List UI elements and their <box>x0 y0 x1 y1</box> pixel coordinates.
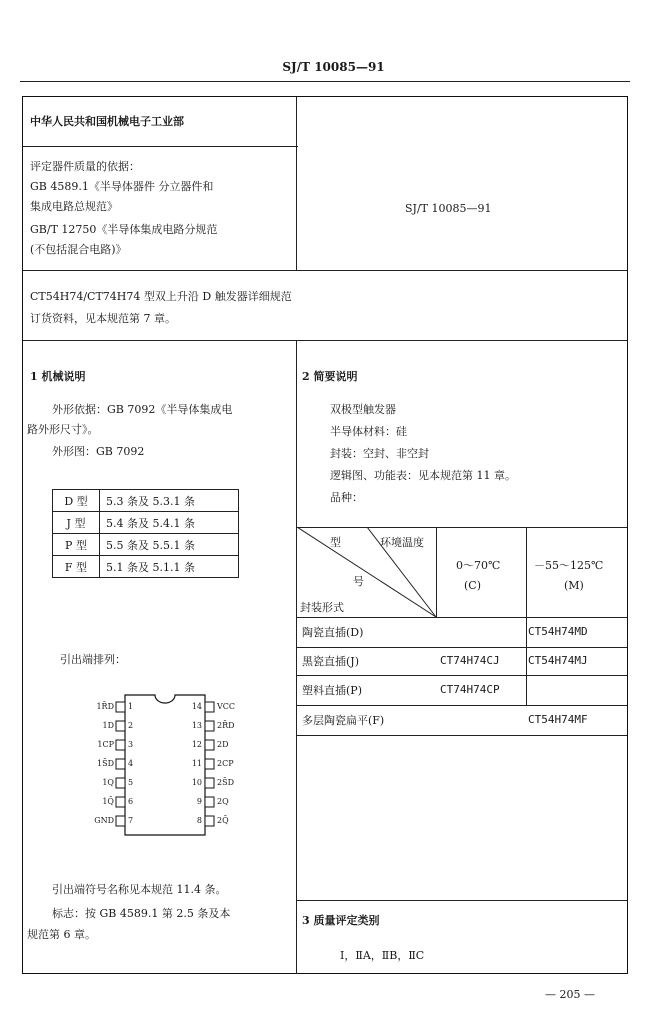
pin-number-right: 12 <box>191 740 202 749</box>
pin-number-left: 4 <box>128 759 134 768</box>
clause-cell: 5.3 条及 5.3.1 条 <box>100 490 239 512</box>
doc-number-box: SJ/T 10085—91 <box>405 202 492 215</box>
right-pins <box>205 702 214 826</box>
column-divider <box>296 340 297 974</box>
pin-number-right: 11 <box>191 759 202 768</box>
desc-line-4: 逻辑图、功能表：见本规范第 11 章。 <box>330 469 516 482</box>
pin-label-left: 1D <box>102 721 114 730</box>
title-row-divider <box>23 340 627 341</box>
pin-pad-left <box>116 797 125 807</box>
pin-label-left: 1R̄D <box>96 702 114 711</box>
type-cell: P 型 <box>53 534 100 556</box>
package-type-table <box>52 489 239 578</box>
pin-label-left: 1Q̄ <box>102 797 114 806</box>
pin-label-left: GND <box>94 816 114 825</box>
page-number: — 205 — <box>545 988 595 1001</box>
variety-row-divider <box>297 675 627 676</box>
table-row <box>53 512 239 534</box>
pin-label-left: 1Q <box>102 778 114 787</box>
pin-number-left: 1 <box>128 702 134 711</box>
header-rule <box>20 81 630 82</box>
table-row <box>53 556 239 578</box>
section2-heading: 2 简要说明 <box>302 370 358 383</box>
pin-pad-right <box>205 816 214 826</box>
row-m-model: CT54H74MJ <box>528 654 588 667</box>
row-c-model: CT74H74CP <box>440 683 500 696</box>
pin-pad-right <box>205 702 214 712</box>
pin-number-right: 14 <box>191 702 202 711</box>
spec-title: CT54H74/CT74H74 型双上升沿 D 触发器详细规范 <box>30 290 292 303</box>
pin-number-right: 13 <box>191 721 202 730</box>
table-row <box>53 534 239 556</box>
ministry-name: 中华人民共和国机械电子工业部 <box>30 115 184 128</box>
pin-number-right: 9 <box>196 797 202 806</box>
desc-line-2: 半导体材料：硅 <box>330 425 407 438</box>
corner-number: 号 <box>353 575 364 588</box>
basis-line-4: (不包括混合电路)》 <box>30 243 127 256</box>
ministry-row-divider <box>23 146 298 147</box>
basis-line-1: GB 4589.1《半导体器件 分立器件和 <box>30 180 214 193</box>
outline-basis-line1: 外形依据：GB 7092《半导体集成电 <box>52 403 233 416</box>
pin-pad-left <box>116 759 125 769</box>
top-divider-vertical <box>296 97 297 270</box>
row-m-model: CT54H74MF <box>528 713 588 726</box>
pin-pad-right <box>205 759 214 769</box>
pin-pad-right <box>205 721 214 731</box>
variety-table-bottom <box>297 735 627 736</box>
pin-label-right: 2Q̄ <box>217 816 229 825</box>
pin-number-left: 3 <box>128 740 134 749</box>
type-cell: D 型 <box>53 490 100 512</box>
variety-row-divider <box>297 647 627 648</box>
pin-number-left: 6 <box>128 797 134 806</box>
clause-cell: 5.1 条及 5.1.1 条 <box>100 556 239 578</box>
pin-pad-left <box>116 721 125 731</box>
section1-heading: 1 机械说明 <box>30 370 86 383</box>
col-c-range: 0～70℃ <box>456 559 501 572</box>
pin-name-note: 引出端符号名称见本规范 11.4 条。 <box>52 883 227 896</box>
pin-number-right: 8 <box>196 816 202 825</box>
basis-line-2: 集成电路总规范》 <box>30 200 118 213</box>
pin-number-left: 5 <box>128 778 134 787</box>
row-package: 陶瓷直插(D) <box>302 626 364 639</box>
type-cell: J 型 <box>53 512 100 534</box>
variety-col-split-2 <box>526 527 527 705</box>
pin-label-right: 2CP <box>217 759 234 768</box>
row-m-model: CT54H74MD <box>528 625 588 638</box>
pin-label-left: 1CP <box>97 740 114 749</box>
section3-divider <box>297 900 627 901</box>
col-m-code: (M) <box>564 579 584 592</box>
row-package: 塑料直插(P) <box>302 684 362 697</box>
marking-line2: 规范第 6 章。 <box>27 928 96 941</box>
type-cell: F 型 <box>53 556 100 578</box>
desc-line-3: 封装：空封、非空封 <box>330 447 429 460</box>
col-c-code: (C) <box>464 579 481 592</box>
quality-categories: Ⅰ，ⅡA，ⅡB，ⅡC <box>340 949 425 962</box>
left-pins <box>116 702 125 826</box>
table-row <box>53 490 239 512</box>
marking-line1: 标志：按 GB 4589.1 第 2.5 条及本 <box>52 907 231 920</box>
col-m-range: －55～125℃ <box>534 559 604 572</box>
pin-pad-left <box>116 702 125 712</box>
pin-number-left: 2 <box>128 721 134 730</box>
order-info: 订货资料，见本规范第 7 章。 <box>30 312 176 325</box>
pin-pad-left <box>116 816 125 826</box>
corner-ambient-temp: 环境温度 <box>380 536 424 549</box>
pin-pad-right <box>205 797 214 807</box>
pin-pad-left <box>116 778 125 788</box>
pin-label-right: 2R̄D <box>217 721 235 730</box>
pin-arrangement-label: 引出端排列： <box>60 653 126 666</box>
variety-header-bottom <box>297 617 627 618</box>
pin-label-right: VCC <box>217 702 236 711</box>
pin-number-left: 7 <box>128 816 134 825</box>
outline-drawing: 外形图：GB 7092 <box>52 445 145 458</box>
corner-type: 型 <box>330 536 341 549</box>
desc-line-5: 品种： <box>330 491 363 504</box>
row-c-model: CT74H74CJ <box>440 654 500 667</box>
pin-pad-right <box>205 778 214 788</box>
row-package: 多层陶瓷扁平(F) <box>302 714 385 727</box>
corner-package-form: 封装形式 <box>300 601 344 614</box>
pin-label-right: 2S̄D <box>217 778 234 787</box>
row-package: 黑瓷直插(J) <box>302 655 359 668</box>
pin-pad-left <box>116 740 125 750</box>
basis-row-divider <box>23 270 627 271</box>
pin-number-right: 10 <box>191 778 202 787</box>
desc-line-1: 双极型触发器 <box>330 403 396 416</box>
pin-label-right: 2D <box>217 740 229 749</box>
pin-label-left: 1S̄D <box>97 759 114 768</box>
basis-title: 评定器件质量的依据： <box>30 160 140 173</box>
pin-pad-right <box>205 740 214 750</box>
variety-row-divider <box>297 705 627 706</box>
doc-header: SJ/T 10085—91 <box>282 60 385 74</box>
section3-heading: 3 质量评定类别 <box>302 914 380 927</box>
pin-label-right: 2Q <box>217 797 229 806</box>
basis-line-3: GB/T 12750《半导体集成电路分规范 <box>30 223 218 236</box>
clause-cell: 5.4 条及 5.4.1 条 <box>100 512 239 534</box>
clause-cell: 5.5 条及 5.5.1 条 <box>100 534 239 556</box>
outline-basis-line2: 路外形尺寸》。 <box>27 423 99 436</box>
